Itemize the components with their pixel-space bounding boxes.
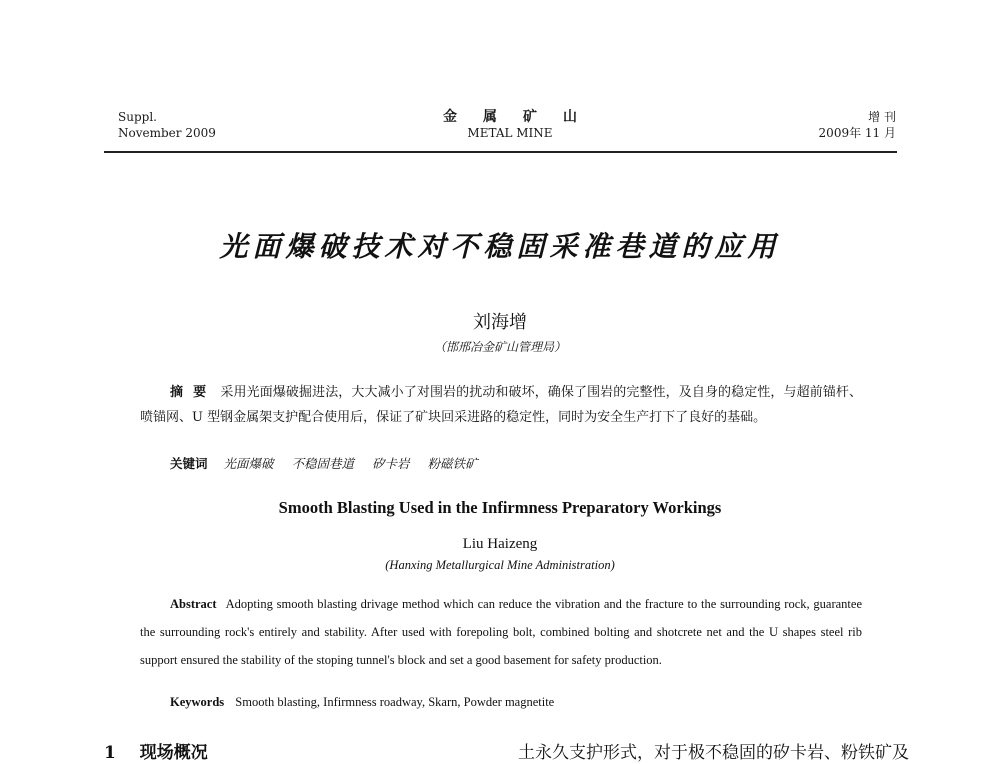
header-right xyxy=(819,109,896,141)
abstract-en xyxy=(140,590,862,674)
keywords-cn xyxy=(170,455,492,473)
paper-title-cn: 光面爆破技术对不稳固采准巷道的应用 xyxy=(219,230,781,263)
abstract-en-text: Adopting smooth blasting drivage method which can reduce the vibration and the fracture to the surrounding rock, guarantee the surrounding rock's entirely and stability. After used with forepoling bolt, combined bolting and shotcrete net and the U shapes steel rib support ensured the stability of the stoping tunnel's block and set a good basement for safety production. xyxy=(140,597,863,667)
keywords-en-text: Smooth blasting, Infirmness roadway, Skarn, Powder magnetite xyxy=(235,695,555,709)
keyword-cn: 不稳固巷道 xyxy=(291,456,355,471)
header-left xyxy=(118,109,216,141)
supplement-label: Suppl. xyxy=(118,110,157,124)
body-text-right-column: 土永久支护形式，对于极不稳固的矽卡岩、粉铁矿及 xyxy=(518,743,909,763)
header-rule xyxy=(104,151,897,153)
keywords-en-label: Keywords xyxy=(170,695,225,709)
abstract-cn-label: 摘要 xyxy=(170,385,217,400)
affiliation-cn: （邯邢冶金矿山管理局） xyxy=(433,340,566,354)
abstract-en-label: Abstract xyxy=(170,597,217,611)
section-title: 现场概况 xyxy=(139,743,208,763)
section-number: 1 xyxy=(104,743,116,763)
issue-date-en: November 2009 xyxy=(118,126,216,140)
author-name-cn: 刘海增 xyxy=(473,312,527,333)
affiliation-en: (Hanxing Metallurgical Mine Administration) xyxy=(385,558,615,572)
keyword-cn: 光面爆破 xyxy=(223,456,274,471)
keyword-cn: 矽卡岩 xyxy=(372,456,410,471)
paper-title-en: Smooth Blasting Used in the Infirmness Preparatory Workings xyxy=(278,498,722,517)
abstract-cn xyxy=(140,380,862,430)
journal-name-cn: 金属矿山 xyxy=(443,109,603,125)
keyword-cn: 粉磁铁矿 xyxy=(427,456,478,471)
abstract-cn-text: 采用光面爆破掘进法，大大减小了对围岩的扰动和破坏，确保了围岩的完整性，及自身的稳定性，与超前锚杆、喷锚网、U 型钢金属架支护配合使用后，保证了矿块回采进路的稳定性，同时为安全生产打下了良好的基础。 xyxy=(140,385,862,425)
keywords-cn-label: 关键词 xyxy=(170,456,208,471)
supplement-label-cn: 增 刊 xyxy=(868,110,896,124)
journal-name-en: METAL MINE xyxy=(467,126,553,140)
author-name-en: Liu Haizeng xyxy=(462,536,538,552)
issue-date-cn: 2009年 11 月 xyxy=(818,126,896,140)
section-heading-1 xyxy=(104,742,208,764)
keywords-en xyxy=(170,692,554,712)
header-center xyxy=(400,109,620,141)
